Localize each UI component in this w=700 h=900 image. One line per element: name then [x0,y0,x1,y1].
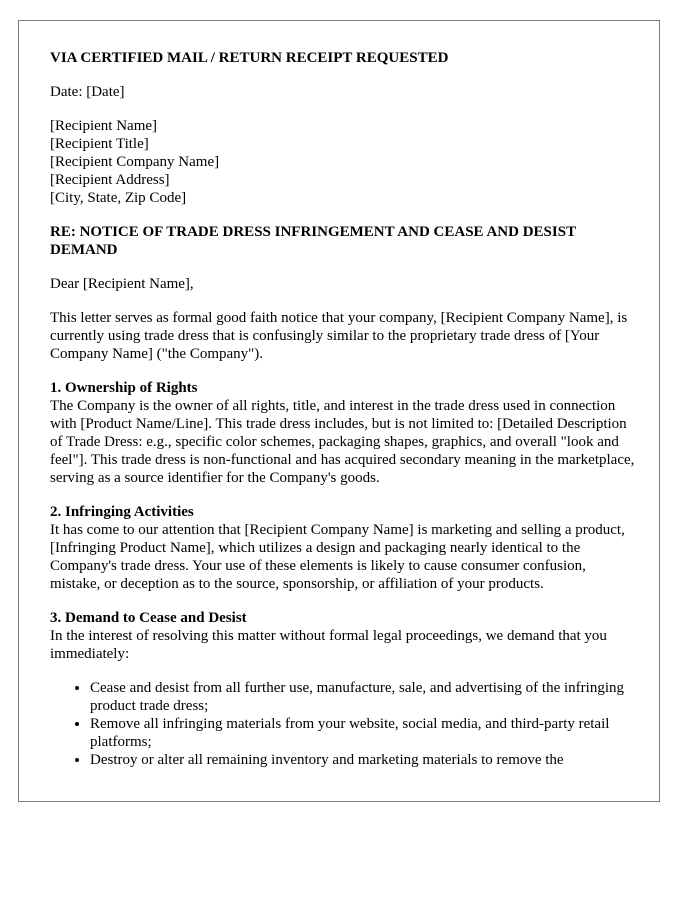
section-infringing [50,503,636,593]
section-heading: 1. Ownership of Rights [50,380,198,396]
recipient-address: [Recipient Address] [50,172,170,188]
salutation: Dear [Recipient Name], [50,276,194,292]
recipient-company: [Recipient Company Name] [50,154,220,170]
recipient-title: [Recipient Title] [50,136,149,152]
recipient-name: [Recipient Name] [50,118,158,134]
letter-page [18,20,660,802]
section-demand [50,609,636,663]
section-body: In the interest of resolving this matter without formal legal proceedings, we demand that you immediately: [50,628,607,662]
section-body: It has come to our attention that [Recipient Company Name] is marketing and selling a product, [Infringing Product Name], which utilizes a design and packaging nearly identical to the Company's trade dress. Your use of these elements is likely to cause consumer confusion, mistake, or deception as to the source, sponsorship, or affiliation of your products. [50,522,625,592]
intro-paragraph: This letter serves as formal good faith notice that your company, [Recipient Company Name], is currently using trade dress that is confusingly similar to the proprietary trade dress of [Your Company Name] ("the Company"). [50,310,628,362]
delivery-line: VIA CERTIFIED MAIL / RETURN RECEIPT REQUESTED [50,50,449,66]
list-item: • Destroy or alter all remaining inventory and marketing materials to remove the [90,751,636,769]
recipient-city-state-zip: [City, State, Zip Code] [50,190,187,206]
list-item: • Remove all infringing materials from your website, social media, and third-party retail platforms; [90,715,636,751]
section-body: The Company is the owner of all rights, title, and interest in the trade dress used in connection with [Product Name/Line]. This trade dress includes, but is not limited to: [Detailed Description of Trade Dress: e.g., specific color schemes, packaging shapes, graphics, and overall "look and feel"]. This trade dress is non-functional and has acquired secondary meaning in the marketplace, serving as a source identifier for the Company's goods. [50,398,635,486]
list-item: • Cease and desist from all further use, manufacture, sale, and advertising of the infringing product trade dress; [90,679,636,715]
subject-line: RE: NOTICE OF TRADE DRESS INFRINGEMENT AND CEASE AND DESIST DEMAND [50,224,576,258]
section-heading: 3. Demand to Cease and Desist [50,610,247,626]
section-ownership [50,379,636,487]
letter-content [50,49,636,769]
demand-list [50,679,636,769]
section-heading: 2. Infringing Activities [50,504,194,520]
recipient-address-block [50,117,636,207]
date-line: Date: [Date] [50,84,125,100]
